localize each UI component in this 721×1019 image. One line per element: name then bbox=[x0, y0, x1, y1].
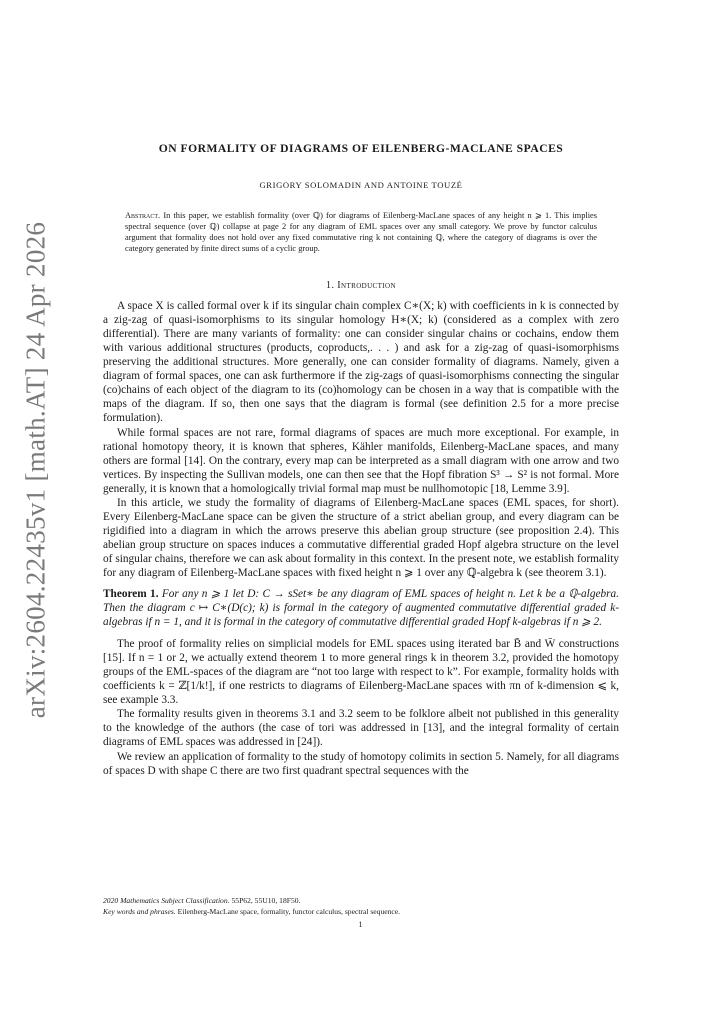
paragraph: The proof of formality relies on simplicial models for EML spaces using iterated bar B̄ and W̄ constructions [15]. If n = 1 or 2, we actually extend theorem 1 to more general rings k in theorem 3.2, provided the homotopy groups of the EML-spaces of the diagram are “not too large with respect to k”. For example, formality holds with coefficients k = ℤ[1/k!], if one restricts to diagrams of Eilenberg-MacLane spaces with πn of k-dimension ⩽ k, see example 3.3. bbox=[103, 637, 619, 707]
paragraph: While formal spaces are not rare, formal diagrams of spaces are much more exceptional. For example, in rational homotopy theory, it is known that spheres, Kähler manifolds, Eilenberg-MacLane spaces, and many others are formal [14]. On the contrary, every map can be interpreted as a small diagram with one arrow and two vertices. By inspecting the Sullivan models, one can then see that the Hopf fibration S³ → S² is not formal. More generally, it is known that a homologically trivial formal map must be nullhomotopic [18, Lemme 3.9]. bbox=[103, 426, 619, 495]
keywords-value: Eilenberg-MacLane space, formality, functor calculus, spectral sequence. bbox=[177, 907, 401, 916]
paragraph: The formality results given in theorems 3.1 and 3.2 seem to be folklore albeit not published in this generality to the knowledge of the authors (the case of tori was addressed in [13], and the integral formality of certain diagrams of EML spaces was addressed in [24]). bbox=[103, 708, 619, 749]
paragraph: We review an application of formality to the study of homotopy colimits in section 5. Namely, for all diagrams of spaces D with shape C there are two first quadrant spectral sequences with the bbox=[103, 750, 619, 777]
abstract-label: Abstract. bbox=[125, 211, 161, 221]
theorem-label: Theorem 1. bbox=[103, 587, 159, 600]
keywords-footnote bbox=[103, 906, 619, 917]
paper-authors: GRIGORY SOLOMADIN AND ANTOINE TOUZÉ bbox=[259, 180, 463, 191]
paragraph: A space X is called formal over k if its singular chain complex C∗(X; k) with coefficients in k is connected by a zig-zag of quasi-isomorphisms to its singular homology H∗(X; k) (considered as a complex with zero differential). There are many variants of formality: one can consider singular chains or cochains, endow them with various additional structures (products, coproducts,. . . ) and ask for a zig-zag of quasi-isomorphisms preserving the additional structures. More generally, one can consider formality of diagrams. Namely, given a diagram of formal spaces, one can ask furthermore if the zig-zags of quasi-isomorphisms connecting the singular (co)chains of each object of the diagram to its (co)homology can be chosen in a way that is compatible with the maps of the diagram. If so, then one says that the diagram is formal (see definition 2.5 for a more precise formulation). bbox=[103, 299, 619, 425]
abstract-text: In this paper, we establish formality (over ℚ) for diagrams of Eilenberg-MacLane spaces of any height n ⩾ 1. This implies spectral sequence (over ℚ) collapse at page 2 for any diagram of EML spaces over any small category. We prove by functor calculus argument that formality does not hold over any fixed commutative ring k not containing ℚ, where the category of diagrams is over the category generated by finite direct sums of a cyclic group. bbox=[125, 211, 598, 254]
section-title: Introduction bbox=[337, 279, 396, 291]
msc-label: 2020 Mathematics Subject Classification. bbox=[103, 896, 230, 905]
abstract bbox=[125, 210, 597, 254]
section-number: 1. bbox=[326, 279, 335, 291]
msc-footnote bbox=[103, 895, 619, 906]
arxiv-identifier-text: arXiv:2604.22435v1 [math.AT] 24 Apr 2026 bbox=[20, 221, 51, 719]
keywords-label: Key words and phrases. bbox=[103, 907, 176, 916]
page-number: 1 bbox=[358, 920, 363, 929]
paragraph: In this article, we study the formality of diagrams of Eilenberg-MacLane spaces (EML spaces, for short). Every Eilenberg-MacLane space can be given the structure of a strict abelian group, and every diagram can be rigidified into a diagram in which the arrows preserve this abelian group structure (see proposition 2.4). This abelian group structure on spaces induces a commutative differential graded Hopf algebra structure on the level of singular chains, therefore we can ask about formality in this context. In the present note, we establish formality for any diagram of Eilenberg-MacLane spaces with fixed height n ⩾ 1 over any ℚ-algebra k (see theorem 3.1). bbox=[103, 496, 619, 580]
theorem-block bbox=[103, 587, 619, 629]
footnotes bbox=[103, 895, 619, 917]
section-heading bbox=[103, 279, 619, 293]
theorem-text: For any n ⩾ 1 let D: C → sSet∗ be any diagram of EML spaces of height n. Let k be a ℚ-algebra. Then the diagram c ↦ C∗(D(c); k) is formal in the category of augmented commutative differential graded k-algebras if n = 1, and it is formal in the category of commutative differential graded Hopf k-algebras if n ⩾ 2. bbox=[103, 587, 620, 628]
paper-title: ON FORMALITY OF DIAGRAMS OF EILENBERG-MACLANE SPACES bbox=[158, 142, 564, 155]
paper-page bbox=[103, 142, 619, 778]
msc-value: 55P62, 55U10, 18F50. bbox=[231, 896, 301, 905]
